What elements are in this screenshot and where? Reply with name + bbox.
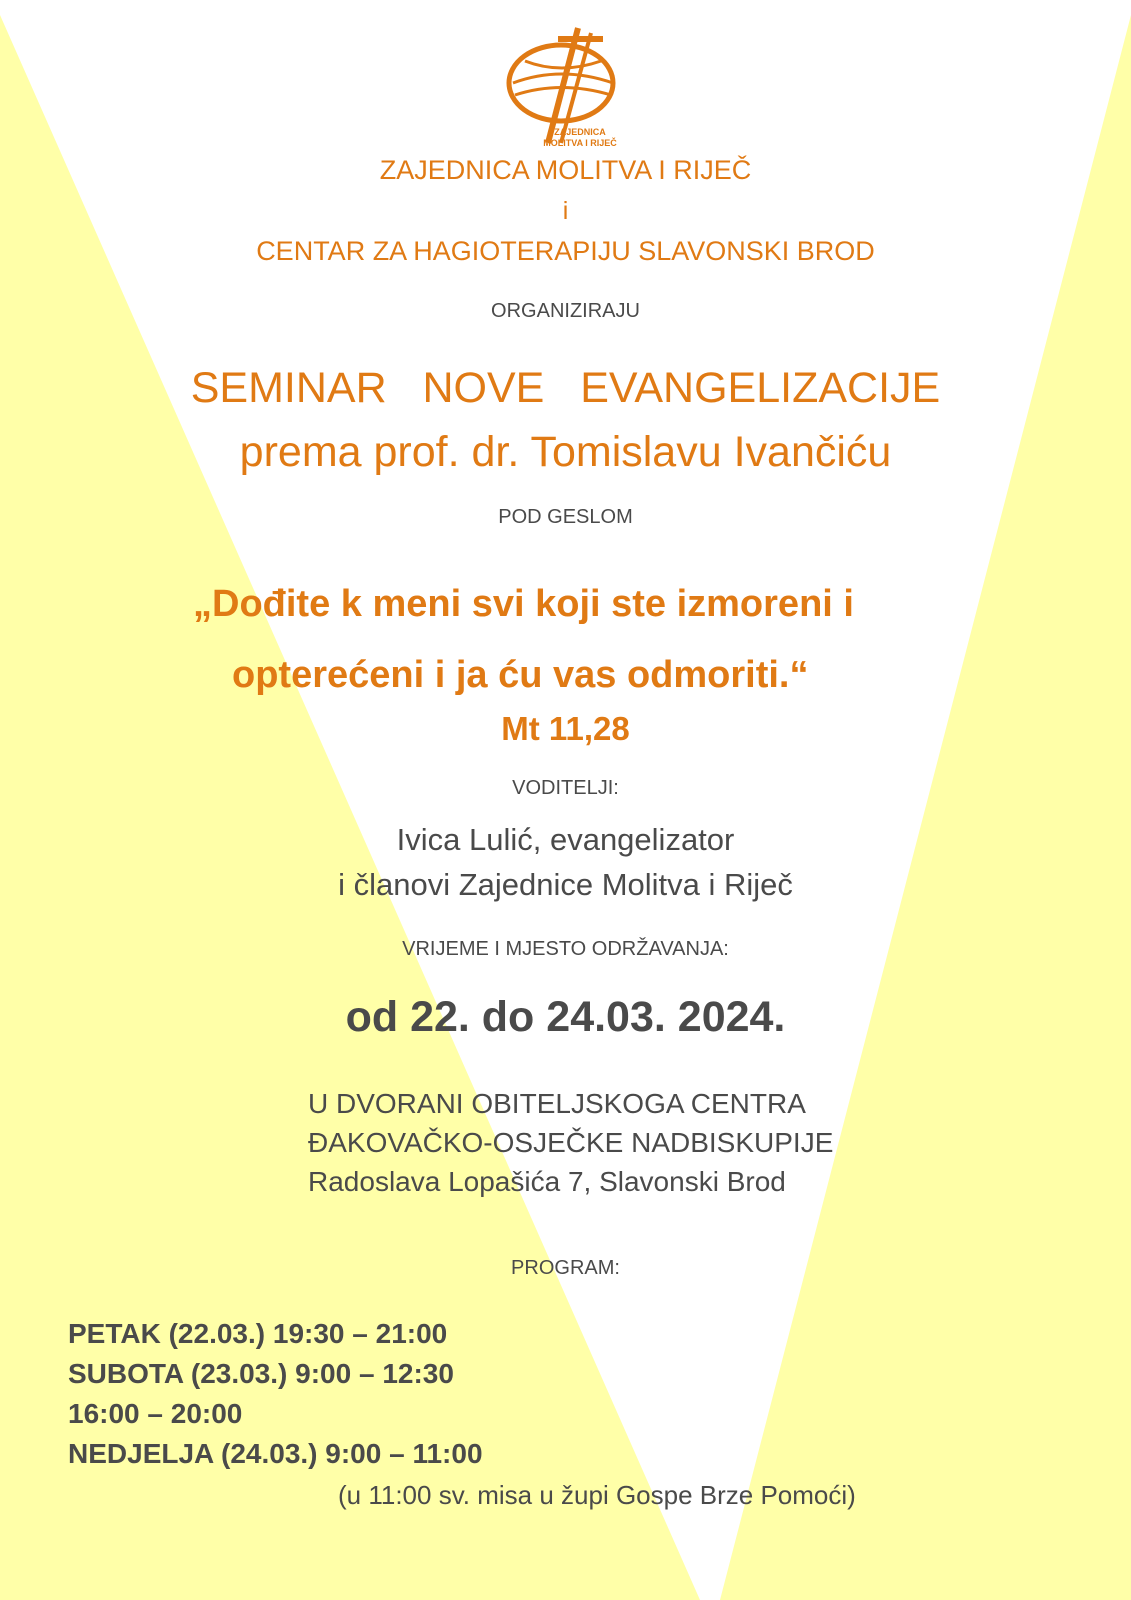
logo-text-line1: ZAJEDNICA bbox=[554, 127, 606, 137]
logo-text bbox=[530, 127, 630, 149]
program-label: PROGRAM: bbox=[511, 1257, 620, 1279]
leaders-label: VODITELJI: bbox=[512, 777, 619, 799]
leaders-line-2: i članovi Zajednice Molitva i Riječ bbox=[338, 867, 793, 902]
organizer-1: ZAJEDNICA MOLITVA I RIJEČ bbox=[379, 155, 752, 185]
organizer-conjunction: i bbox=[562, 197, 569, 225]
program-item: SUBOTA (23.03.) 9:00 – 12:30 bbox=[68, 1358, 454, 1389]
venue-line-1: U DVORANI OBITELJSKOGA CENTRA bbox=[308, 1088, 806, 1119]
venue-line-2: ĐAKOVAČKO-OSJEČKE NADBISKUPIJE bbox=[308, 1127, 834, 1158]
program-note: (u 11:00 sv. misa u župi Gospe Brze Pomoći) bbox=[338, 1480, 856, 1510]
program-item: PETAK (22.03.) 19:30 – 21:00 bbox=[68, 1318, 448, 1349]
logo-text-line2: MOLITVA I RIJEČ bbox=[543, 138, 617, 148]
venue-label: VRIJEME I MJESTO ODRŽAVANJA: bbox=[402, 938, 729, 960]
organizer-2: CENTAR ZA HAGIOTERAPIJU SLAVONSKI BROD bbox=[256, 236, 875, 266]
seminar-subtitle: prema prof. dr. Tomislavu Ivančiću bbox=[239, 428, 892, 476]
organize-label: ORGANIZIRAJU bbox=[491, 300, 640, 322]
program-item: 16:00 – 20:00 bbox=[68, 1398, 243, 1429]
motto-line-2: opterećeni i ja ću vas odmoriti.“ bbox=[232, 654, 809, 696]
event-dates: od 22. do 24.03. 2024. bbox=[345, 993, 786, 1041]
motto-reference: Mt 11,28 bbox=[501, 710, 630, 747]
motto-label: POD GESLOM bbox=[498, 506, 633, 528]
seminar-title: SEMINAR NOVE EVANGELIZACIJE bbox=[190, 364, 941, 412]
venue-address: Radoslava Lopašića 7, Slavonski Brod bbox=[308, 1166, 786, 1197]
program-item: NEDJELJA (24.03.) 9:00 – 11:00 bbox=[68, 1438, 483, 1469]
motto-line-1: „Dođite k meni svi koji ste izmoreni i bbox=[193, 583, 854, 625]
leaders-line-1: Ivica Lulić, evangelizator bbox=[396, 822, 735, 857]
